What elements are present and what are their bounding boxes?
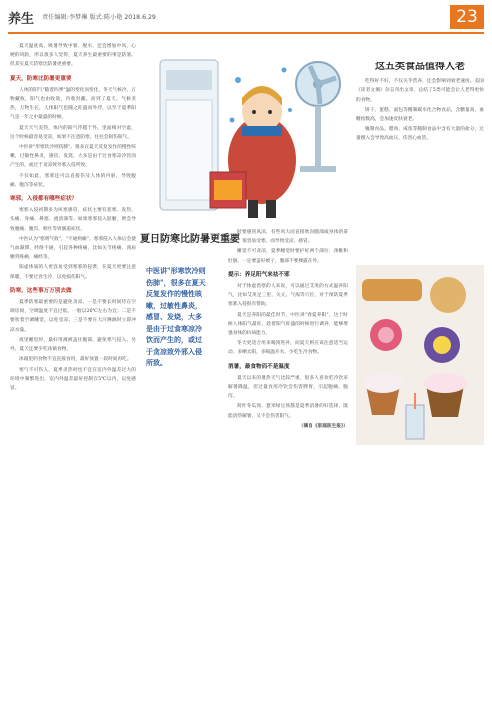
paragraph: 阳虚体质的人更容易受到寒邪的侵袭，在夏天更要注意保暖，不要过食生冷，以免损伤阳气。 bbox=[10, 265, 136, 280]
paragraph: 冰箱里的食物不宜直接食用，最好放置一段时间再吃。 bbox=[19, 357, 132, 363]
subheading: 提示：养足阳气来祛不邪 bbox=[228, 271, 290, 278]
paragraph: 吃得好不好，不仅关乎营养，还会影响到衰老速度。美国《读者文摘》杂志刊出文章，总结了5类可能会让人老得更快的食物。 bbox=[356, 79, 484, 103]
pull-quote: 中医讲"形寒饮冷则伤肺"，很多在夏天反复发作的慢性咳嗽，过敏性鼻炎，感冒、发烧，大多是由于过食寒凉冷饮而产生的，或过于贪凉致外邪入侵所致。 bbox=[146, 266, 206, 367]
page-header bbox=[0, 0, 492, 34]
paragraph: 时要感到风凉，有些风大而直接吹向腿部或身体的某部位，很容易受寒，而导致受凉、感冒。 bbox=[228, 230, 348, 245]
paragraph: 夏天以来的暑热天气比较严重，很多人喜欢吃冷饮来解暑降温，但过量食用冷饮会伤害脾胃，引起腹痛、腹泻。 bbox=[228, 375, 348, 400]
paragraph: 睡觉不可贪凉，夏季睡觉时要护好两个部位：颈椎和肚脐。一定要盖好被子，腹部不要裸露在外。 bbox=[228, 249, 348, 264]
food-photo bbox=[356, 265, 484, 445]
header-rule bbox=[8, 32, 484, 34]
editor-credits: 责任编辑:李梦琳 版式:陈小艳 2018.6.29 bbox=[42, 14, 156, 21]
paragraph: 寒气不可伤人，夏季炎热时也不宜在室内外温差过大的环境中频繁进出，室内外温差最好控制在5℃以内，以免感冒。 bbox=[10, 367, 136, 391]
paragraph: 荷叶冬瓜汤、薏米绿豆汤都是夏季消暑的好选择，既能清热解暑，又不会伤害阳气。 bbox=[228, 404, 348, 419]
paragraph: 人体的阳气"随着四季"温的变化而变化，冬天气候冷，万物藏收，阳气也由收敛，内收封藏。而到了夏天，气候炎热，万物生长，人体阳气也随之旺盛而外浮，以至于夏季阳气是一年之中最盛的时候。 bbox=[10, 87, 136, 121]
paragraph: 夏季防寒最重要的是避免贪凉。一是不要长时间待在空调房间，空调温度不宜过低，一般以26℃左右为宜；二是不要吹着空调睡觉，以免受凉；三是不要在大汗淋漓时立即冲凉水澡。 bbox=[10, 300, 136, 333]
article-title: 夏日防寒比防暑更重要 bbox=[140, 234, 240, 245]
byline: （摘自《家庭医生报》） bbox=[298, 423, 348, 429]
paragraph: 中医认为"寒则气收"，"不通则痛"。寒邪侵入人体后会使气血凝滞，经络不通，引起各种疼痛，比如关节疼痛、颈肩腰背疼痛、痛经等。 bbox=[10, 236, 136, 261]
article-title: 这五类食品值得人老 bbox=[375, 62, 465, 72]
page-number: 23 bbox=[450, 5, 484, 29]
paragraph: 对于体虚畏寒的人来说，可以通过艾灸的方式温补阳气，比如艾灸足三里、关元、气海等穴位，对于预防夏季寒邪入侵很有帮助。 bbox=[228, 284, 348, 308]
article-column-1 bbox=[10, 42, 136, 692]
subheading: 消暑，最食物而不是温度 bbox=[228, 363, 290, 370]
paragraph: 饼干、蛋糕、面包等精制碳水化合物食品，含糖量高，血糖指数高，会加速皮肤衰老。 bbox=[356, 107, 484, 123]
subheading: 防寒，这些事万万别去做 bbox=[10, 287, 72, 294]
paragraph: 中医讲"形寒饮冷则伤肺"。很多在夏天反复发作的慢性咳嗽，过敏性鼻炎，感冒、发烧，大多是由于过食寒凉冷饮而产生的，或过于贪凉致外邪入侵所致。 bbox=[10, 145, 136, 169]
article-column-2 bbox=[228, 228, 348, 678]
paragraph: 寒邪入侵初期多为风寒感冒，症状主要有恶寒、发热、头痛、身痛、鼻塞、流清涕等。如果寒邪侵入脏腑，则会导致腹痛、腹泻、呕吐等胃肠道症状。 bbox=[10, 208, 136, 232]
paragraph: 夏天天气炎热，体内的阳气浮越于外，里面相对空虚，这个时候最容易受凉，如果不注意防寒，往往会损伤阳气。 bbox=[10, 125, 136, 140]
intro-paragraph: 夏天温度高，吸暑导致中暑、脱水，还会增加中风、心梗的风险，所以很多人觉得，夏天养生最重要的事是防暑。但其实夏天防寒比防暑更重要。 bbox=[10, 44, 136, 68]
paragraph: 不仅如此，寒邪还可以直接伤及人体的内脏，导致腹痛、腹泻等症状。 bbox=[10, 173, 136, 188]
section-title: 养生 bbox=[8, 12, 35, 27]
paragraph: 冬天更适合用来喝汤进补，而夏天则应该注意适当运动、多晒太阳，多喝温开水，少吃生冷食物。 bbox=[228, 341, 348, 356]
paragraph: 夜里睡觉时，最好用薄被盖住腹部，避免寒气侵入。另外，夏天还要少吃冰镇食物。 bbox=[10, 337, 136, 353]
subheading: 寒邪，入侵都有哪些症状？ bbox=[10, 196, 78, 203]
paragraph: 夏天是养阳的最佳时节，中医讲"春夏养阳"，这个时候人体阳气最旺，趁着阳气旺盛的时候进行调养，能够增强身体的抗病能力。 bbox=[228, 312, 348, 337]
subheading: 夏天，防寒比防暑更重要 bbox=[10, 75, 72, 82]
paragraph: 腌制食品。腊肉、咸鱼等腌制食品中含有大量的盐分，过量摄入会导致高血压，伤害心血管。 bbox=[356, 127, 484, 142]
illustration-person-heater bbox=[150, 40, 350, 225]
